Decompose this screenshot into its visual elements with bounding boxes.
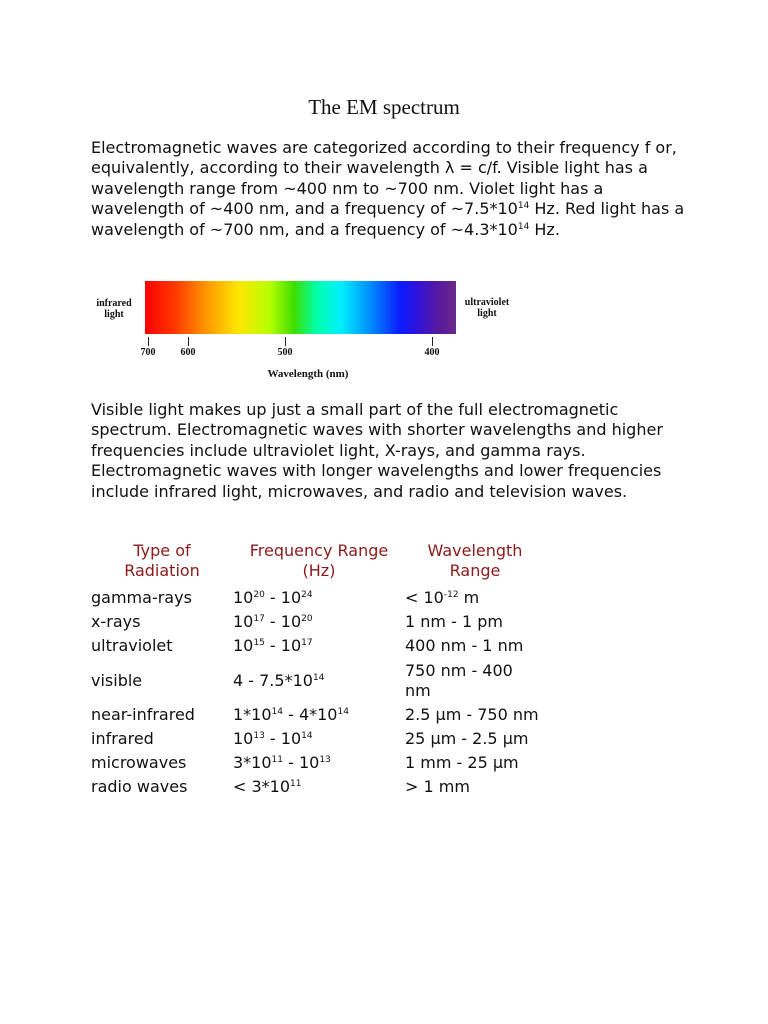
wavelength-range-cell — [405, 612, 545, 632]
frequency-exponent: 20 — [253, 590, 265, 600]
frequency-text: 10 — [233, 636, 254, 655]
frequency-range-cell — [233, 777, 405, 797]
frequency-text: 4 - 7.5*10 — [233, 670, 313, 690]
frequency-exponent: 14 — [312, 672, 325, 683]
wavelength-range-cell — [405, 777, 545, 797]
infrared-label-line1: infrared — [96, 298, 132, 309]
frequency-exponent: 14 — [301, 731, 313, 741]
wavelength-text: > 1 mm — [405, 777, 470, 796]
spectrum-color-bar — [145, 281, 456, 334]
wavelength-range-cell — [405, 729, 545, 749]
radiation-type-cell: x-rays — [91, 612, 141, 631]
tick-600 — [188, 337, 189, 346]
radiation-type-cell: visible — [91, 670, 143, 690]
frequency-range-cell — [233, 612, 405, 632]
ultraviolet-label — [458, 297, 516, 319]
tick-700 — [148, 337, 149, 346]
header-type-line2: Radiation — [124, 561, 200, 580]
frequency-range-cell — [233, 705, 405, 725]
radiation-type-cell: radio waves — [91, 777, 188, 796]
frequency-text: - 4*10 — [283, 705, 338, 724]
intro-exponent-1: 14 — [517, 201, 530, 212]
wavelength-text: m — [458, 588, 480, 607]
frequency-exponent: 13 — [319, 755, 331, 765]
wavelength-range-cell — [405, 705, 545, 725]
frequency-text: - 10 — [264, 729, 302, 748]
frequency-exponent: 13 — [253, 731, 265, 741]
frequency-exponent: 20 — [301, 614, 313, 624]
tick-400 — [432, 337, 433, 346]
wavelength-range-cell — [405, 661, 533, 701]
table-row — [91, 775, 571, 799]
frequency-range-cell — [233, 753, 405, 773]
tick-label: 500 — [277, 347, 293, 358]
ultraviolet-label-line2: light — [477, 308, 497, 319]
second-paragraph: Visible light makes up just a small part of the full electromagnetic spectrum. Electromagnetic waves with shorter wavelengths and higher frequencies include ultraviolet light, X-rays, and gamma rays. Electromagnetic waves with longer wavelengths and lower frequencies include infrared light, microwaves, and radio and television waves. — [91, 400, 663, 501]
frequency-range-cell — [233, 636, 405, 656]
frequency-text: 10 — [233, 729, 254, 748]
wavelength-text: 1 nm - 1 pm — [405, 612, 503, 631]
table-row — [91, 586, 571, 610]
page-title: The EM spectrum — [308, 95, 460, 119]
frequency-text: 3*10 — [233, 753, 272, 772]
table-header-row — [91, 541, 571, 581]
intro-text-3: Hz. — [529, 219, 560, 239]
tick-500 — [285, 337, 286, 346]
frequency-text: - 10 — [264, 612, 302, 631]
wavelength-text: 25 µm - 2.5 µm — [405, 729, 529, 748]
frequency-text: - 10 — [264, 588, 302, 607]
header-frequency-line2: (Hz) — [302, 561, 336, 580]
intro-paragraph — [91, 138, 691, 240]
table-row — [91, 751, 571, 775]
wavelength-text: 400 nm - 1 nm — [405, 636, 524, 655]
table-row — [91, 727, 571, 751]
wavelength-text: 1 mm - 25 µm — [405, 753, 519, 772]
wavelength-text: 750 nm - 400 nm — [405, 660, 513, 700]
table-row — [91, 703, 571, 727]
intro-text-2: Hz. Red light has a wavelength of ~700 nm, and a frequency of ~4.3*10 — [91, 199, 685, 239]
intro-exponent-2: 14 — [517, 221, 530, 232]
frequency-text: 10 — [233, 588, 254, 607]
table-row — [91, 610, 571, 634]
header-type-line1: Type of — [133, 541, 191, 560]
frequency-exponent: 14 — [271, 707, 283, 717]
frequency-text: 1*10 — [233, 705, 272, 724]
frequency-exponent: 15 — [253, 638, 265, 648]
wavelength-exponent: -12 — [443, 590, 459, 600]
wavelength-range-cell — [405, 588, 545, 608]
wavelength-range-cell — [405, 753, 545, 773]
infrared-label-line2: light — [104, 309, 124, 320]
frequency-range-cell — [233, 729, 405, 749]
frequency-exponent: 11 — [290, 779, 302, 789]
intro-text-1: Electromagnetic waves are categorized according to their frequency f or, equivalently, according to their wavelength λ = c/f. Visible light has a wavelength range from ~400 nm to ~700 nm. Violet light has a wavelength of ~400 nm, and a frequency of ~7.5*10 — [91, 138, 677, 219]
header-wavelength-line1: Wavelength — [427, 541, 523, 560]
table-row — [91, 658, 571, 703]
table-row — [91, 634, 571, 658]
frequency-exponent: 24 — [301, 590, 313, 600]
radiation-type-cell: ultraviolet — [91, 636, 173, 655]
table-body — [91, 586, 571, 799]
radiation-type-cell: microwaves — [91, 753, 187, 772]
frequency-text: - 10 — [283, 753, 320, 772]
tick-label: 400 — [424, 347, 440, 358]
header-frequency — [233, 541, 405, 581]
radiation-type-cell: gamma-rays — [91, 588, 192, 607]
frequency-exponent: 14 — [337, 707, 349, 717]
radiation-type-cell: near-infrared — [91, 705, 195, 724]
header-wavelength-line2: Range — [449, 561, 501, 580]
frequency-exponent: 17 — [301, 638, 313, 648]
tick-label: 700 — [140, 347, 156, 358]
header-type — [91, 541, 233, 581]
frequency-range-cell — [233, 588, 405, 608]
tick-label: 600 — [180, 347, 196, 358]
header-wavelength — [405, 541, 545, 581]
frequency-exponent: 11 — [271, 755, 283, 765]
em-radiation-table — [91, 541, 571, 799]
visible-spectrum-figure — [88, 276, 528, 388]
frequency-range-cell — [233, 671, 405, 691]
frequency-text: 10 — [233, 612, 254, 631]
ultraviolet-label-line1: ultraviolet — [464, 297, 510, 308]
frequency-exponent: 17 — [253, 614, 265, 624]
wavelength-range-cell — [405, 636, 545, 656]
wavelength-axis-label: Wavelength (nm) — [267, 368, 349, 380]
radiation-type-cell: infrared — [91, 729, 154, 748]
frequency-text: - 10 — [264, 636, 302, 655]
wavelength-text: 2.5 µm - 750 nm — [405, 705, 539, 724]
header-frequency-line1: Frequency Range — [249, 541, 389, 560]
wavelength-text: < 10 — [405, 588, 444, 607]
frequency-text: < 3*10 — [233, 777, 291, 796]
infrared-label — [88, 298, 140, 320]
